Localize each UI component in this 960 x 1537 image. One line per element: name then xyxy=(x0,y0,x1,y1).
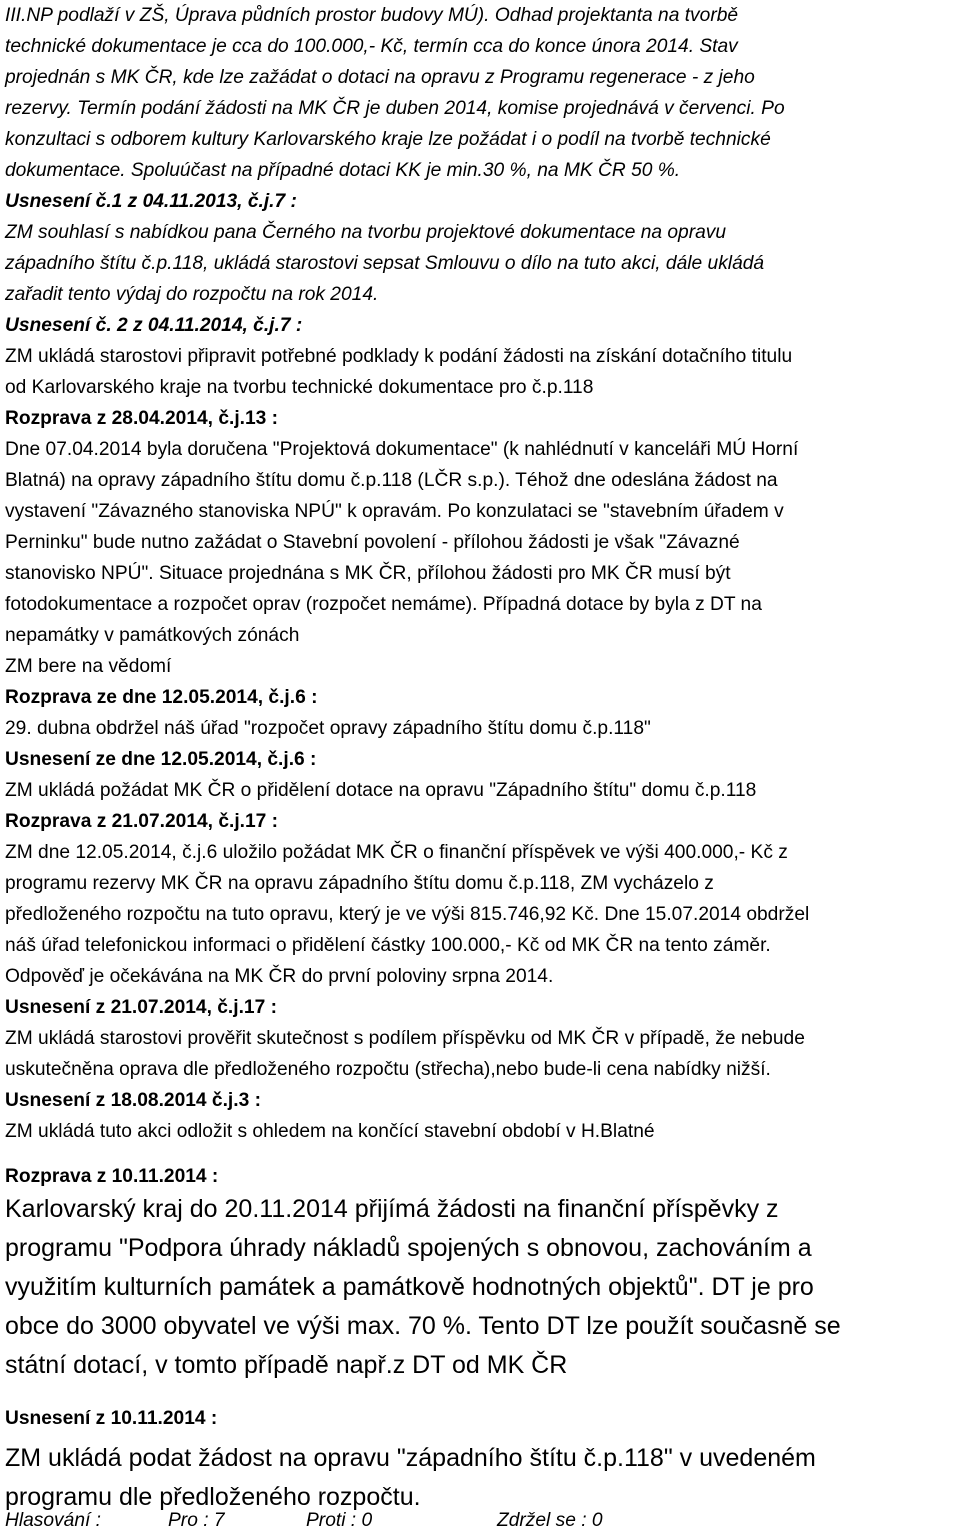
text-line: Blatná) na opravy západního štítu domu č.p.118 (LČR s.p.). Téhož dne odeslána žádost na xyxy=(5,470,778,491)
text-line: ZM ukládá podat žádost na opravu "západního štítu č.p.118" v uvedeném xyxy=(5,1444,816,1472)
section-heading: Rozprava z 10.11.2014 : xyxy=(5,1166,219,1187)
voting-zdrzel: Zdržel se : 0 xyxy=(497,1510,603,1531)
voting-proti: Proti : 0 xyxy=(306,1510,373,1531)
voting-pro: Pro : 7 xyxy=(168,1510,225,1531)
text-line: projednán s MK ČR, kde lze zažádat o dotaci na opravu z Programu regenerace - z jeho xyxy=(5,67,755,88)
section-heading: Usnesení z 21.07.2014, č.j.17 : xyxy=(5,997,277,1018)
text-line: fotodokumentace a rozpočet oprav (rozpočet nemáme). Případná dotace by byla z DT na xyxy=(5,594,762,615)
text-line: ZM dne 12.05.2014, č.j.6 uložilo požádat MK ČR o finanční příspěvek ve výši 400.000,- Kč z xyxy=(5,842,788,863)
text-line: Odpověď je očekávána na MK ČR do první poloviny srpna 2014. xyxy=(5,966,554,987)
text-line: ZM bere na vědomí xyxy=(5,656,172,677)
text-line: ZM ukládá starostovi prověřit skutečnost s podílem příspěvku od MK ČR v případě, že nebude xyxy=(5,1028,805,1049)
text-line: uskutečněna oprava dle předloženého rozpočtu (střecha),nebo bude-li cena nabídky nižší. xyxy=(5,1059,771,1080)
text-line: od Karlovarského kraje na tvorbu technické dokumentace pro č.p.118 xyxy=(5,377,594,398)
text-line: ZM ukládá požádat MK ČR o přidělení dotace na opravu "Západního štítu" domu č.p.118 xyxy=(5,780,757,801)
text-line: konzultaci s odborem kultury Karlovarského kraje lze požádat i o podíl na tvorbě technické xyxy=(5,129,771,150)
text-line: rezervy. Termín podání žádosti na MK ČR je duben 2014, komise projednává v červenci. Po xyxy=(5,98,785,119)
text-line: ZM ukládá tuto akci odložit s ohledem na končící stavební období v H.Blatné xyxy=(5,1121,655,1142)
text-line: zařadit tento výdaj do rozpočtu na rok 2014. xyxy=(5,284,379,305)
voting-label: Hlasování : xyxy=(5,1510,101,1531)
text-line: programu "Podpora úhrady nákladů spojených s obnovou, zachováním a xyxy=(5,1234,812,1262)
text-line: dokumentace. Spoluúčast na případné dotaci KK je min.30 %, na MK ČR 50 %. xyxy=(5,160,681,181)
text-line: stanovisko NPÚ". Situace projednána s MK ČR, přílohou žádosti pro MK ČR musí být xyxy=(5,563,731,584)
text-line: obce do 3000 obyvatel ve výši max. 70 %. Tento DT lze použít současně se xyxy=(5,1312,841,1340)
section-heading: Usnesení č.1 z 04.11.2013, č.j.7 : xyxy=(5,191,297,212)
section-heading: Rozprava z 28.04.2014, č.j.13 : xyxy=(5,408,279,429)
text-line: 29. dubna obdržel náš úřad "rozpočet opravy západního štítu domu č.p.118" xyxy=(5,718,651,739)
text-line: ZM ukládá starostovi připravit potřebné podklady k podání žádosti na získání dotačního titulu xyxy=(5,346,793,367)
text-line: využitím kulturních památek a památkově hodnotných objektů". DT je pro xyxy=(5,1273,814,1301)
text-line: programu dle předloženého rozpočtu. xyxy=(5,1483,421,1511)
section-heading: Usnesení č. 2 z 04.11.2014, č.j.7 : xyxy=(5,315,303,336)
text-line: nepamátky v památkových zónách xyxy=(5,625,300,646)
section-heading: Usnesení z 10.11.2014 : xyxy=(5,1408,218,1429)
text-line: západního štítu č.p.118, ukládá starostovi sepsat Smlouvu o dílo na tuto akci, dále ukládá xyxy=(5,253,765,274)
text-line: III.NP podlaží v ZŠ, Úprava půdních prostor budovy MÚ). Odhad projektanta na tvorbě xyxy=(5,5,739,26)
section-heading: Usnesení ze dne 12.05.2014, č.j.6 : xyxy=(5,749,317,770)
text-line: Karlovarský kraj do 20.11.2014 přijímá žádosti na finanční příspěvky z xyxy=(5,1195,779,1223)
section-heading: Usnesení z 18.08.2014 č.j.3 : xyxy=(5,1090,261,1111)
text-line: programu rezervy MK ČR na opravu západního štítu domu č.p.118, ZM vycházelo z xyxy=(5,873,714,894)
text-line: vystavení "Závazného stanoviska NPÚ" k opravám. Po konzulataci se "stavebním úřadem v xyxy=(5,501,784,522)
section-heading: Rozprava z 21.07.2014, č.j.17 : xyxy=(5,811,279,832)
text-line: náš úřad telefonickou informaci o přidělení částky 100.000,- Kč od MK ČR na tento záměr. xyxy=(5,935,771,956)
text-line: Dne 07.04.2014 byla doručena "Projektová dokumentace" (k nahlédnutí v kanceláři MÚ Horní xyxy=(5,439,799,460)
text-line: Perninku" bude nutno zažádat o Stavební povolení - přílohou žádosti je však "Závazné xyxy=(5,532,740,553)
text-line: státní dotací, v tomto případě např.z DT od MK ČR xyxy=(5,1351,568,1379)
text-line: technické dokumentace je cca do 100.000,- Kč, termín cca do konce února 2014. Stav xyxy=(5,36,738,57)
text-line: ZM souhlasí s nabídkou pana Černého na tvorbu projektové dokumentace na opravu xyxy=(5,222,727,243)
text-line: předloženého rozpočtu na tuto opravu, který je ve výši 815.746,92 Kč. Dne 15.07.2014 obdržel xyxy=(5,904,810,925)
section-heading: Rozprava ze dne 12.05.2014, č.j.6 : xyxy=(5,687,318,708)
